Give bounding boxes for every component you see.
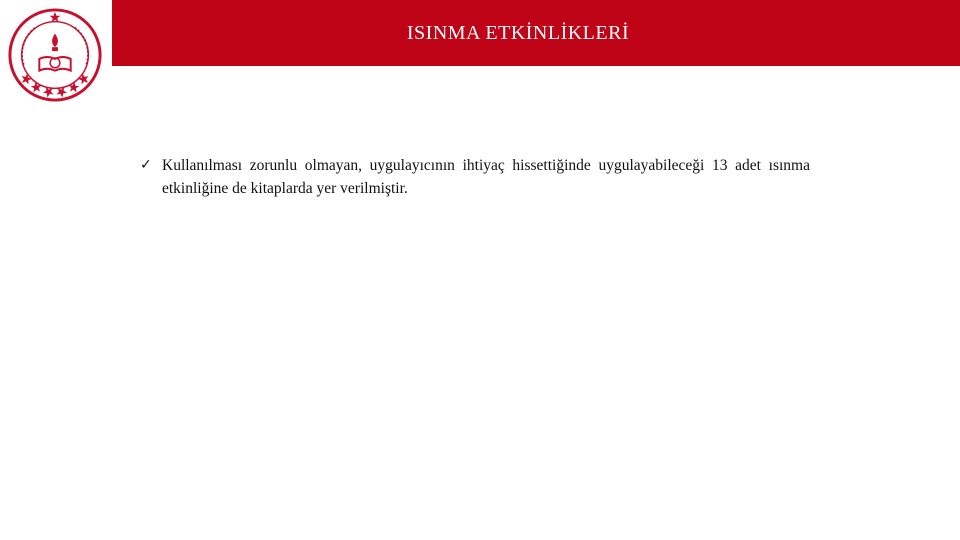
header-bar — [112, 0, 960, 66]
ministry-seal-icon — [6, 6, 104, 104]
content-area — [140, 154, 810, 200]
list-item — [140, 154, 810, 200]
page-title: ISINMA ETKİNLİKLERİ — [406, 21, 630, 44]
logo-area — [0, 0, 112, 108]
checkmark-icon: ✓ — [140, 157, 152, 173]
bullet-text: Kullanılması zorunlu olmayan, uygulayıcının ihtiyaç hissettiğinde uygulayabileceği 13 adet ısınma etkinliğine de kitaplarda yer verilmiştir. — [162, 157, 810, 197]
